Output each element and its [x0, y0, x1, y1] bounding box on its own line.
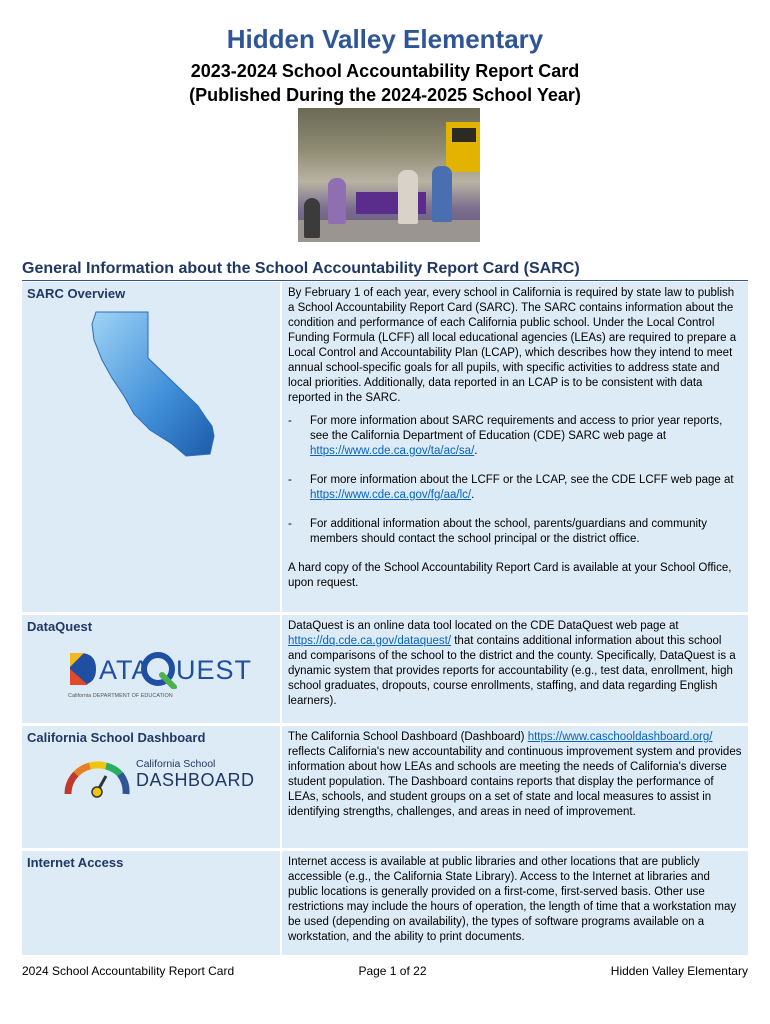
internet-content-cell	[282, 851, 748, 955]
row-label: California School Dashboard	[27, 730, 206, 745]
table-row	[22, 851, 748, 956]
internet-text: Internet access is available at public libraries and other locations that are publicly accessible (e.g., the California State Library). Access to the Internet at libraries and public locations is generally provided on a first-come, first-served basis. Other use restrictions may include the hours of operation, the length of time that a workstation may be used (depending on availability), the types of software programs available on a workstation, and the ability to print documents.	[288, 856, 737, 943]
row-label: DataQuest	[27, 619, 93, 634]
dataquest-logo-text2: UEST	[176, 655, 253, 685]
sarc-info-table	[22, 282, 748, 956]
overview-intro: By February 1 of each year, every school in California is required by state law to publish a School Accountability Report Card (SARC). The SARC contains information about the condition and performance of each California public school. Under the Local Control Funding Formula (LCFF) all local educational agencies (LEAs) are required to prepare a Local Control and Accountability Plan (LCAP), which describes how they intend to meet annual school-specific goals for all pupils, with specific activities to address state and local priorities. Additionally, data reported in an LCAP is to be consistent with data reported in the SARC.	[288, 287, 737, 404]
list-item: - For additional information about the school, parents/guardians and community members should contact the school principal or the district office.	[288, 518, 707, 545]
gauge-icon	[62, 754, 132, 800]
dataquest-content-cell: DataQuest is an online data tool located on the CDE DataQuest web page at https://dq.cde.ca.gov/dataquest/ that contains additional information about this school and comparisons of the school to the district and the county. Specifically, DataQuest is a dynamic system that provides reports for accountability (e.g., test data, enrollment, high school graduates, dropouts, course enrollments, staffing, and data regarding English learners).	[282, 615, 748, 723]
california-map-icon	[90, 306, 240, 471]
report-title	[0, 59, 770, 107]
lcff-web-link[interactable]: https://www.cde.ca.gov/fg/aa/lc/	[310, 489, 472, 501]
row-label: SARC Overview	[27, 286, 126, 301]
sarc-web-link[interactable]: https://www.cde.ca.gov/ta/ac/sa/	[310, 445, 475, 457]
dataquest-logo-text1: ATA	[99, 655, 151, 685]
overview-label-cell	[22, 282, 282, 612]
page-footer	[22, 964, 748, 978]
dataquest-logo	[66, 649, 253, 703]
footer-page-number: Page 1 of 22	[358, 964, 427, 978]
section-rule	[22, 280, 748, 281]
overview-content-cell	[282, 282, 748, 612]
school-name: Hidden Valley Elementary	[226, 24, 544, 54]
list-item: - For more information about the LCFF or the LCAP, see the CDE LCFF web page at https://www.cde.ca.gov/fg/aa/lc/.	[288, 474, 734, 501]
section-title: General Information about the School Accountability Report Card (SARC)	[22, 260, 580, 277]
dashboard-web-link[interactable]: https://www.caschooldashboard.org/	[527, 731, 713, 743]
dashboard-logo-line2: DASHBOARD	[136, 770, 255, 790]
table-row	[22, 615, 748, 724]
table-row	[22, 282, 748, 613]
footer-right: Hidden Valley Elementary	[610, 964, 748, 978]
row-label: Internet Access	[27, 855, 124, 870]
overview-closing: A hard copy of the School Accountability Report Card is available at your School Office, upon request.	[288, 562, 732, 589]
list-item: - For more information about SARC requirements and access to prior year reports, see the California Department of Education (CDE) SARC web page at https://www.cde.ca.gov/ta/ac/sa/.	[288, 415, 723, 457]
school-photo	[298, 108, 480, 242]
report-title-line2: (Published During the 2024-2025 School Year)	[189, 85, 581, 105]
dashboard-content-cell: The California School Dashboard (Dashboard) https://www.caschooldashboard.org/ reflects California's new accountability and continuous improvement system and provides information about how LEAs and schools are meeting the needs of California's diverse student population. The Dashboard contains reports that display the performance of LEAs, schools, and student groups on a set of state and local measures to assist in identifying strengths, challenges, and areas in need of improvement.	[282, 726, 748, 848]
footer-left: 2024 School Accountability Report Card	[22, 964, 235, 978]
table-row	[22, 726, 748, 849]
internet-label-cell	[22, 851, 282, 955]
dataquest-logo-subtitle: California DEPARTMENT OF EDUCATION	[68, 693, 173, 699]
dashboard-logo	[62, 754, 262, 804]
dashboard-label-cell	[22, 726, 282, 848]
dataquest-label-cell	[22, 615, 282, 723]
dataquest-web-link[interactable]: https://dq.cde.ca.gov/dataquest/	[288, 635, 452, 647]
dashboard-logo-line1: California School	[136, 758, 216, 770]
report-title-line1: 2023-2024 School Accountability Report Card	[190, 61, 580, 81]
